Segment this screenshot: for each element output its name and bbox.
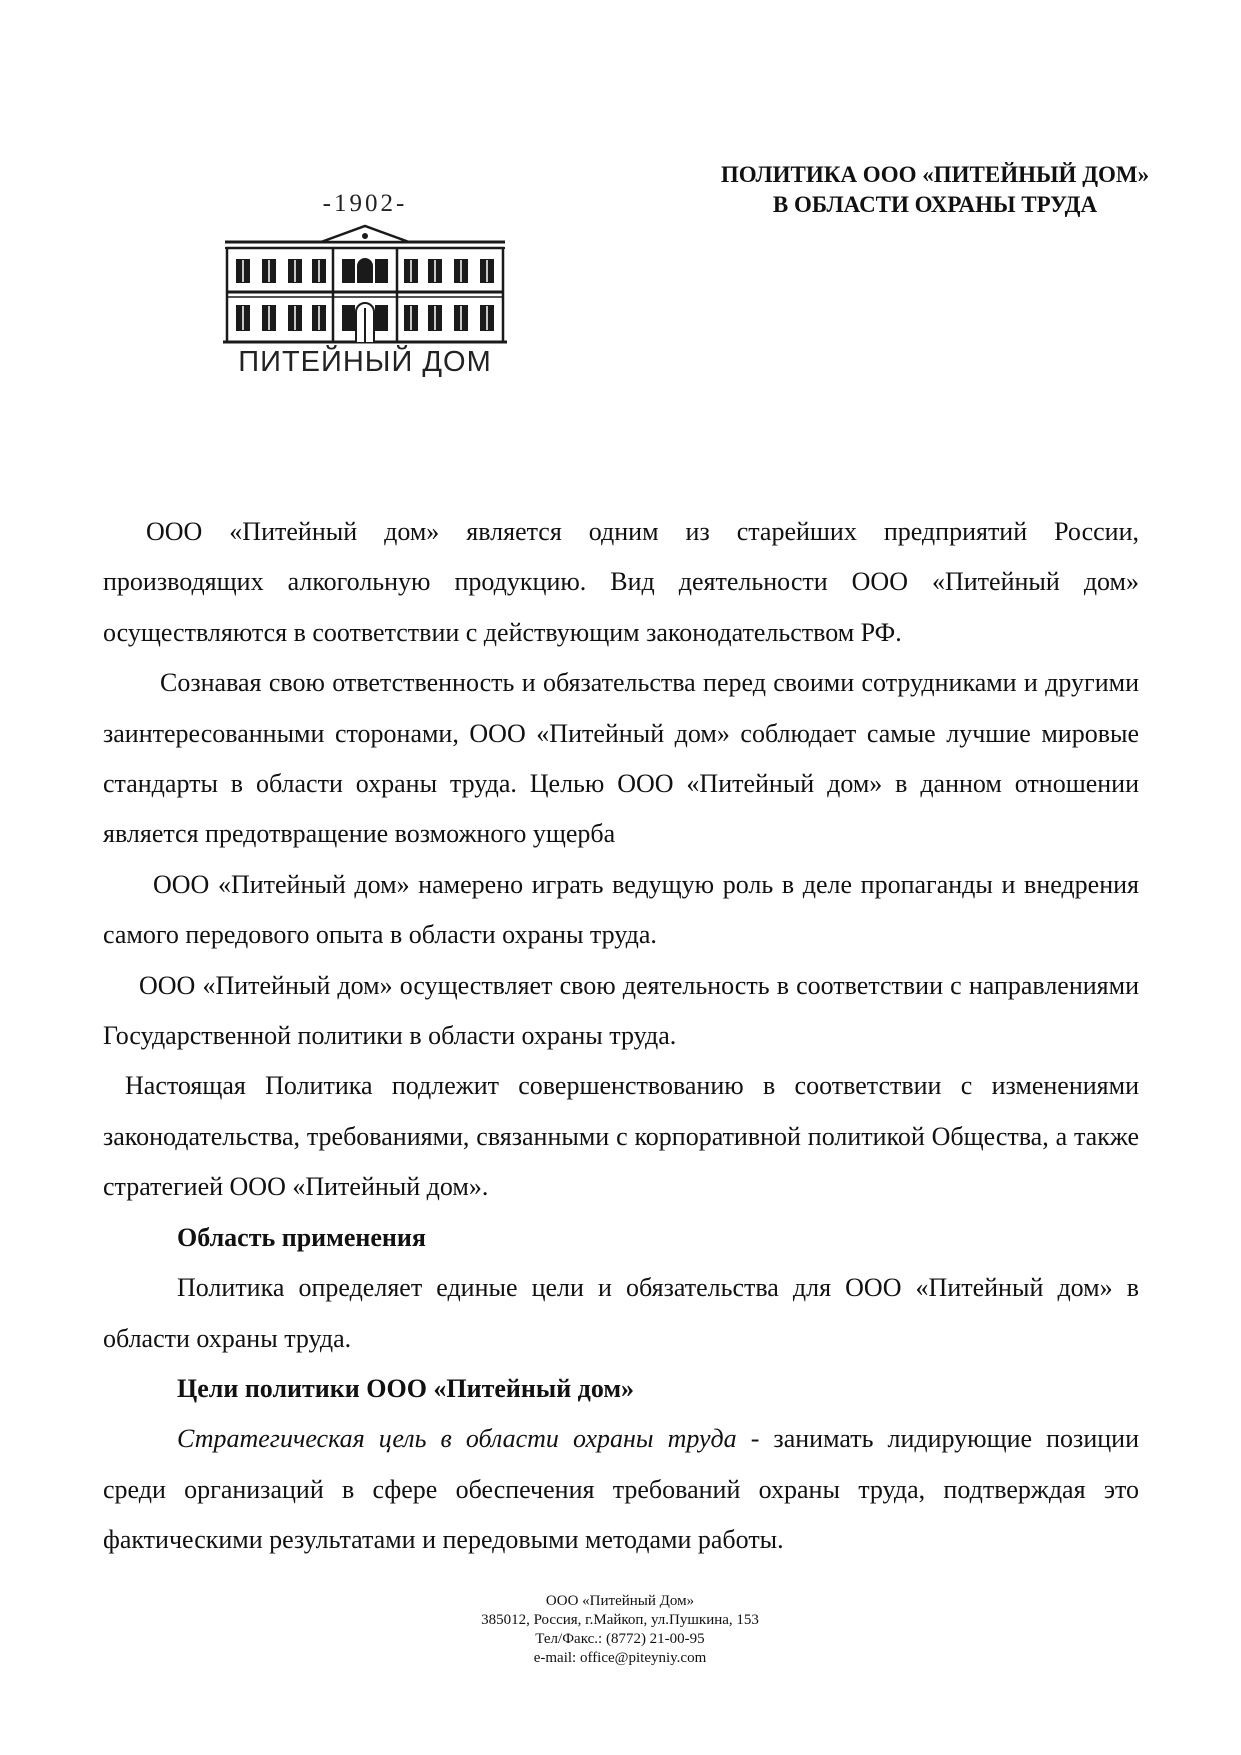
paragraph-improvement: Настоящая Политика подлежит совершенствованию в соответствии с изменениями законодательства, требованиями, связанными с корпоративной политикой Общества, а также стратегией ООО «Питейный дом».	[103, 1071, 1139, 1202]
logo-year: -1902-	[322, 190, 408, 217]
footer-company: ООО «Питейный Дом»	[545, 1593, 695, 1609]
document-title	[610, 160, 1241, 220]
paragraph-scope: Политика определяет единые цели и обязательства для ООО «Питейный дом» в области охраны труда.	[103, 1273, 1139, 1353]
paragraph-responsibility: Сознавая свою ответственность и обязательства перед своими сотрудниками и другими заинтересованными сторонами, ООО «Питейный дом» соблюдает самые лучшие мировые стандарты в области охраны труда. Целью ООО «Питейный дом» в данном отношении является предотвращение возможного ущерба	[103, 668, 1139, 849]
heading-scope: Область применения	[177, 1222, 426, 1252]
page-footer	[420, 1592, 820, 1668]
paragraph-strategic-goal	[103, 1414, 1139, 1565]
company-logo	[220, 190, 510, 390]
title-line-2: В ОБЛАСТИ ОХРАНЫ ТРУДА	[772, 192, 1098, 217]
paragraph-state-policy: ООО «Питейный дом» осуществляет свою деятельность в соответствии с направлениями Государственной политики в области охраны труда.	[103, 970, 1139, 1051]
strategic-goal-text: - занимать лидирующие позиции среди организаций в сфере обеспечения требований охраны труда, подтверждая это фактическими результатами и передовыми методами работы.	[103, 1424, 1139, 1555]
paragraph-leadership: ООО «Питейный дом» намерено играть ведущую роль в деле пропаганды и внедрения самого передового опыта в области охраны труда.	[103, 869, 1139, 950]
strategic-goal-term: Стратегическая цель в области охраны труда	[177, 1424, 737, 1454]
logo-name: ПИТЕЙНЫЙ ДОМ	[238, 346, 492, 378]
title-line-1: ПОЛИТИКА ООО «ПИТЕЙНЫЙ ДОМ»	[720, 162, 1150, 187]
document-body	[103, 507, 1139, 1566]
building-icon	[223, 224, 507, 344]
footer-email: e-mail: office@piteyniy.com	[533, 1650, 707, 1666]
paragraph-intro: ООО «Питейный дом» является одним из старейших предприятий России, производящих алкогольную продукцию. Вид деятельности ООО «Питейный дом» осуществляются в соответствии с действующим законодательством РФ.	[103, 517, 1139, 647]
heading-goals: Цели политики ООО «Питейный дом»	[177, 1373, 635, 1403]
footer-phone: Тел/Факс.: (8772) 21-00-95	[535, 1631, 705, 1647]
footer-address: 385012, Россия, г.Майкоп, ул.Пушкина, 153	[481, 1612, 759, 1628]
